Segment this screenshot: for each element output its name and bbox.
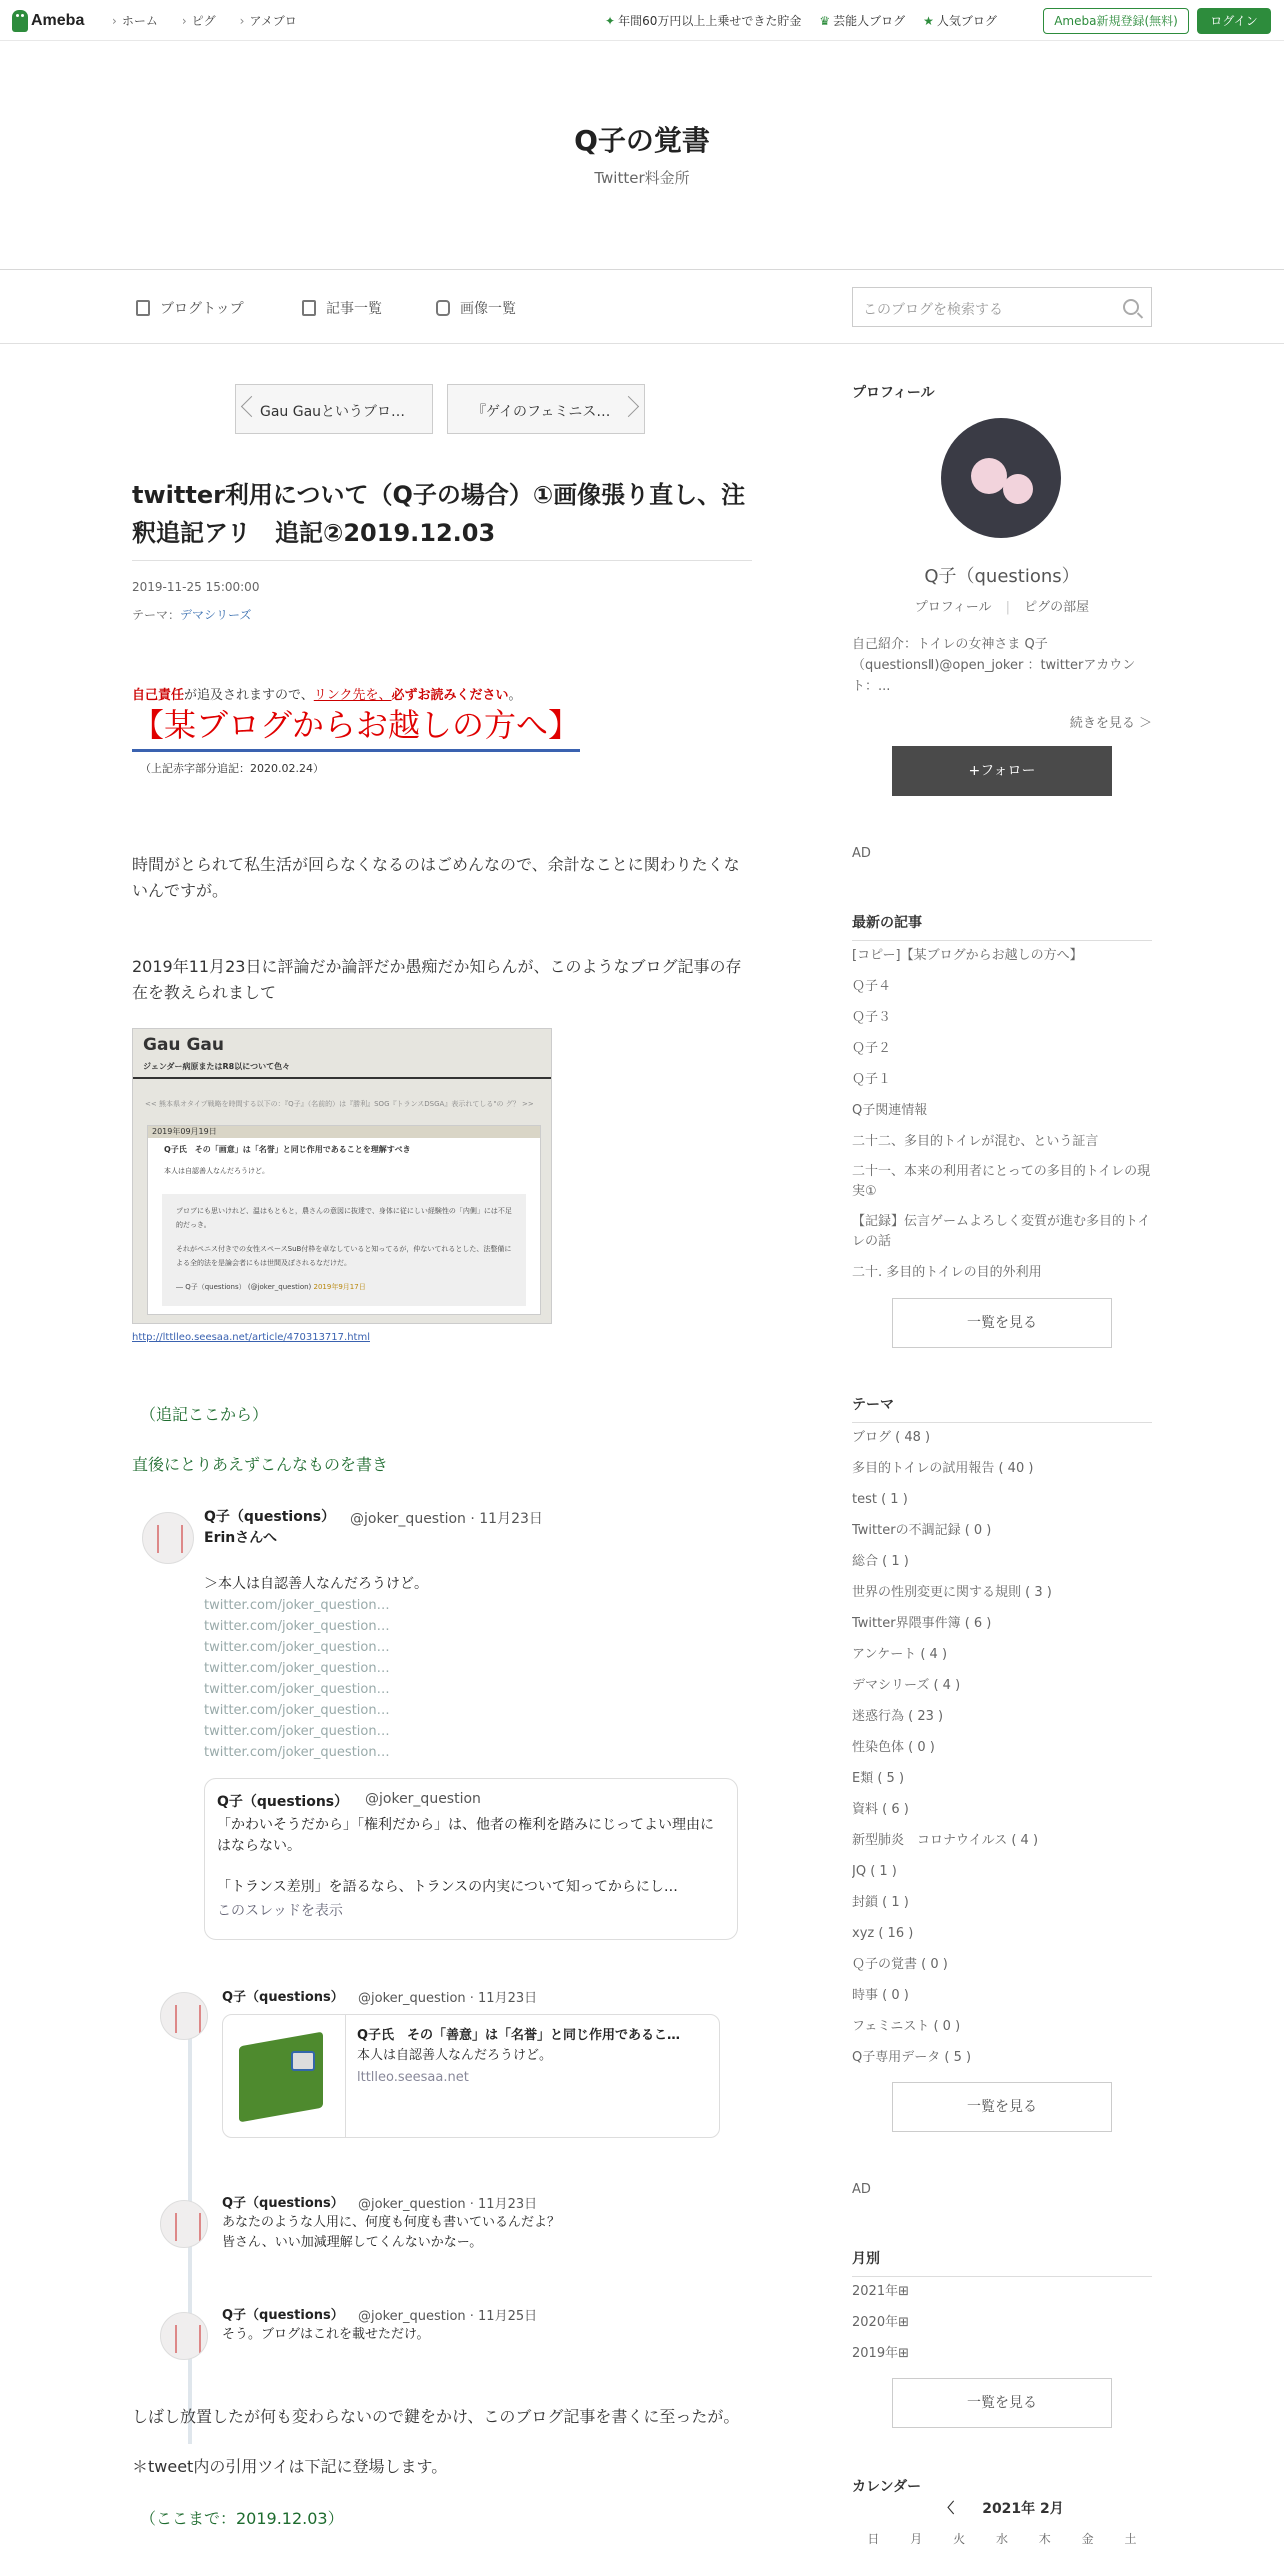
follow-button[interactable]: +フォロー: [892, 746, 1112, 796]
calendar-weekdays: [852, 2530, 1152, 2547]
weekday: 火: [953, 2532, 966, 2546]
theme-item[interactable]: 多目的トイレの試用報告 ( 40 ): [852, 1461, 1034, 1476]
theme-item[interactable]: Q子専用データ ( 5 ): [852, 2050, 972, 2065]
card-domain: lttlleo.seesaa.net: [357, 2070, 469, 2085]
year-item[interactable]: 2021年⊞: [852, 2284, 909, 2299]
quote-handle: @joker_question: [365, 1791, 481, 1807]
logo-text: Ameba: [31, 12, 85, 29]
blog-screenshot-image: [132, 1028, 552, 1324]
tweet-link[interactable]: twitter.com/joker_question…: [204, 1661, 390, 1676]
ss-divider: [133, 1077, 552, 1079]
sparkle-icon: ✦: [605, 14, 616, 28]
embedded-tweet-3[interactable]: [160, 2188, 752, 2278]
theme-item[interactable]: 迷惑行為 ( 23 ): [852, 1709, 944, 1724]
ad-label: AD: [852, 2182, 871, 2197]
embedded-tweet-4[interactable]: [160, 2300, 752, 2370]
book-icon: [229, 2025, 339, 2125]
latest-item[interactable]: 【記録】伝言ゲームよろしく変質が進む多目的トイレの話: [852, 1214, 1151, 1249]
register-button[interactable]: Ameba新規登録(無料): [1043, 8, 1189, 34]
latest-item[interactable]: [コピー]【某ブログからお越しの方へ】: [852, 948, 1083, 963]
addendum-start: （追記ここから）: [140, 1405, 269, 1424]
nav-pigg[interactable]: › ピグ: [170, 12, 228, 29]
theme-item[interactable]: test ( 1 ): [852, 1492, 908, 1507]
embedded-tweet-1[interactable]: [142, 1504, 752, 1919]
article-theme: テーマ：デマシリーズ: [132, 608, 252, 622]
quoted-tweet[interactable]: [204, 1778, 738, 1940]
avatar[interactable]: [160, 2312, 208, 2360]
ad-label: AD: [852, 846, 871, 861]
tweet-link[interactable]: twitter.com/joker_question…: [204, 1724, 390, 1739]
weekday: 土: [1124, 2532, 1137, 2546]
star-icon: ★: [923, 14, 934, 28]
latest-item[interactable]: Ｑ子４: [852, 979, 892, 994]
crown-icon: ♛: [819, 14, 831, 28]
tweet-handle[interactable]: @joker_question · 11月23日: [358, 1991, 538, 2006]
next-article-button[interactable]: 『ゲイのフェミニス…: [447, 384, 645, 434]
monthly-all-button[interactable]: 一覧を見る: [892, 2378, 1112, 2428]
paragraph-end-2: ＊tweet内の引用ツイは下記に登場します。: [132, 2457, 448, 2476]
link-card[interactable]: [222, 2014, 720, 2138]
nav-image-list[interactable]: 画像一覧: [436, 298, 516, 318]
profile-links: [852, 596, 1152, 615]
theme-all-button[interactable]: 一覧を見る: [892, 2082, 1112, 2132]
ameba-logo-icon: [12, 10, 28, 32]
theme-heading: テーマ: [852, 1394, 1152, 1423]
theme-item[interactable]: xyz ( 16 ): [852, 1926, 914, 1941]
tweet-handle[interactable]: @joker_question · 11月25日: [358, 2309, 538, 2324]
tweet-link[interactable]: twitter.com/joker_question…: [204, 1640, 390, 1655]
latest-all-button[interactable]: 一覧を見る: [892, 1298, 1112, 1348]
top-link-celeb[interactable]: ♛ 芸能人ブログ: [819, 14, 906, 28]
red-text-note: （上記赤字部分追記：2020.02.24）: [140, 762, 324, 775]
theme-item[interactable]: ブログ ( 48 ): [852, 1430, 931, 1445]
blog-subnav: [0, 270, 1284, 344]
blog-subtitle: Twitter料金所: [594, 169, 690, 187]
tweet-link[interactable]: twitter.com/joker_question…: [204, 1745, 390, 1760]
latest-item[interactable]: 二十. 多目的トイレの目的外利用: [852, 1265, 1042, 1280]
theme-item[interactable]: Twitterの不調記録 ( 0 ): [852, 1523, 992, 1538]
blog-search-input[interactable]: このブログを検索する: [852, 287, 1152, 327]
nav-blog-top[interactable]: ブログトップ: [136, 298, 244, 318]
theme-item[interactable]: 総合 ( 1 ): [852, 1554, 909, 1569]
addendum-end: （ここまで：2019.12.03）: [140, 2509, 344, 2528]
tweet-text: あなたのような人用に、何度も何度も書いているんだよ？: [222, 2215, 561, 2230]
nav-ameblo[interactable]: › アメブロ: [228, 12, 309, 29]
ss-blog-title: Gau Gau: [143, 1035, 224, 1055]
notice-text: 自己責任が追及されますので、リンク先を、必ずお読みください。: [132, 688, 522, 703]
ss-blog-sub: ジェンダー病原またはR8以について色々: [143, 1062, 291, 1071]
blog-header: [0, 41, 1284, 270]
latest-item[interactable]: 二十一、本来の利用者にとっての多目的トイレの現実①: [852, 1164, 1151, 1199]
search-icon[interactable]: [1123, 299, 1139, 315]
tweet-link[interactable]: twitter.com/joker_question…: [204, 1619, 390, 1634]
profile-heading: プロフィール: [852, 385, 935, 401]
card-title: Q子氏 その「善意」は「名誉」と同じ作用であるこ…: [357, 2028, 681, 2043]
tweet-link[interactable]: twitter.com/joker_question…: [204, 1682, 390, 1697]
nav-home[interactable]: › ホーム: [100, 12, 170, 29]
top-nav: [100, 12, 309, 29]
avatar[interactable]: [142, 1512, 194, 1564]
paragraph-1: 時間がとられて私生活が回らなくなるのはごめんなので、余計なことに関わりたくないんですが。: [132, 855, 740, 900]
profile-link[interactable]: プロフィール: [914, 600, 992, 615]
tweet-author[interactable]: Q子（questions）: [222, 2196, 344, 2211]
ss-date: 2019年09月19日: [148, 1126, 540, 1138]
separator: |: [1005, 600, 1011, 615]
tweet-text: ＞本人は自認善人なんだろうけど。: [204, 1576, 428, 1592]
article-title: twitter利用について（Q子の場合）①画像張り直し、注釈追記アリ 追記②2019.12.03: [132, 481, 746, 547]
quote-author: Q子（questions）: [217, 1794, 349, 1810]
latest-item[interactable]: Ｑ子３: [852, 1010, 892, 1025]
calendar-month-nav[interactable]: 〈 2021年 2月: [940, 2501, 1064, 2517]
tweet-text: Erinさんへ: [204, 1530, 277, 1546]
right-after-text: 直後にとりあえずこんなものを書き: [132, 1455, 389, 1474]
prev-article-button[interactable]: Gau Gauというブロ…: [235, 384, 433, 434]
latest-item[interactable]: Q子関連情報: [852, 1103, 928, 1118]
tweet-links: [204, 1595, 390, 1763]
weekday: 水: [995, 2532, 1008, 2546]
top-links: [605, 12, 1015, 29]
camera-icon: [436, 300, 450, 316]
read-more-link[interactable]: 続きを見る ＞: [1069, 716, 1152, 731]
top-link-popular[interactable]: ★ 人気ブログ: [923, 14, 997, 28]
tweet-link[interactable]: twitter.com/joker_question…: [204, 1598, 390, 1613]
top-link-savings[interactable]: ✦ 年間60万円以上上乗せできた貯金: [605, 14, 802, 28]
tweet-author[interactable]: Q子（questions）: [204, 1509, 336, 1525]
quote-text: 「かわいそうだから」「権利だから」は、他者の権利を踏みにじってよい理由にはならない。: [217, 1817, 714, 1854]
article-date: 2019-11-25 15:00:00: [132, 580, 260, 594]
tweet-handle[interactable]: @joker_question · 11月23日: [358, 2197, 538, 2212]
theme-item[interactable]: デマシリーズ ( 4 ): [852, 1678, 961, 1693]
calendar-heading: カレンダー: [852, 2479, 922, 2495]
profile-avatar[interactable]: [941, 418, 1061, 538]
theme-item[interactable]: E類 ( 5 ): [852, 1771, 905, 1786]
theme-item[interactable]: 時事 ( 0 ): [852, 1988, 909, 2003]
theme-item[interactable]: フェミニスト ( 0 ): [852, 2019, 961, 2034]
weekday: 日: [867, 2532, 880, 2546]
ss-post-card: [147, 1125, 541, 1315]
nav-article-list[interactable]: 記事一覧: [302, 298, 382, 318]
notice-link[interactable]: リンク先を、: [313, 688, 392, 703]
theme-item[interactable]: 世界の性別変更に関する規則 ( 3 ): [852, 1585, 1052, 1600]
login-button[interactable]: ログイン: [1197, 8, 1271, 34]
year-item[interactable]: 2020年⊞: [852, 2315, 909, 2330]
ss-text: 本人は自認善人なんだろうけど。: [164, 1167, 269, 1175]
quote-text: 「トランス差別」を語るなら、トランスの内実について知ってからにし…: [217, 1879, 678, 1895]
theme-item[interactable]: JQ ( 1 ): [852, 1864, 897, 1879]
weekday: 木: [1038, 2532, 1051, 2546]
tweet-text: そう。ブログはこれを載せただけ。: [222, 2327, 430, 2342]
profile-intro: 自己紹介：トイレの女神さま Q子（questionsⅡ)@open_joker ：twitterアカウント：...: [852, 637, 1136, 694]
tweet-author[interactable]: Q子（questions）: [222, 2308, 344, 2323]
ss-nav-text: << 熊本県オタイプ戦略を時間する以下の：『Q子』（名前的）は『勝利』SOG『トランスDSGA』表示れてしる"の グ？ >>: [145, 1100, 534, 1108]
visitor-notice-link[interactable]: 【某ブログからお越しの方へ】: [132, 704, 580, 752]
document-icon: [136, 300, 150, 316]
avatar[interactable]: [160, 2200, 208, 2248]
paragraph-end-1: しばし放置したが何も変わらないので鍵をかけ、このブログ記事を書くに至ったが。: [132, 2407, 740, 2426]
top-bar: [0, 0, 1284, 41]
latest-item[interactable]: 二十二、多目的トイレが混む、という証言: [852, 1134, 1099, 1149]
year-item[interactable]: 2019年⊞: [852, 2346, 909, 2361]
monthly-list: [852, 2276, 1152, 2369]
avatar[interactable]: [160, 1992, 208, 2040]
latest-item[interactable]: Ｑ子１: [852, 1072, 892, 1087]
profile-name[interactable]: Q子（questions）: [924, 566, 1080, 587]
latest-list: [852, 940, 1152, 1288]
latest-item[interactable]: Ｑ子２: [852, 1041, 892, 1056]
theme-item[interactable]: 性染色体 ( 0 ): [852, 1740, 935, 1755]
article-pager: [235, 384, 645, 434]
theme-item[interactable]: 新型肺炎 コロナウイルス ( 4 ): [852, 1833, 1039, 1848]
theme-item[interactable]: アンケート ( 4 ): [852, 1647, 948, 1662]
card-text: 本人は自認善人なんだろうけど。: [357, 2048, 553, 2063]
theme-item[interactable]: 封鎖 ( 1 ): [852, 1895, 909, 1910]
ss-heading: Q子氏 その「画意」は「名誉」と同じ作用であることを理解すべき: [164, 1145, 411, 1154]
tweet-link[interactable]: twitter.com/joker_question…: [204, 1703, 390, 1718]
paragraph-2: 2019年11月23日に評論だか論評だか愚痴だか知らんが、このようなブログ記事の存在を教えられまして: [132, 957, 742, 1002]
weekday: 金: [1081, 2532, 1094, 2546]
theme-link[interactable]: デマシリーズ: [180, 608, 252, 622]
card-divider: [345, 2015, 346, 2138]
divider: [132, 560, 752, 561]
theme-item[interactable]: 資料 ( 6 ): [852, 1802, 909, 1817]
theme-list: [852, 1422, 1152, 2073]
tweet-handle[interactable]: @joker_question · 11月23日: [350, 1511, 543, 1527]
embedded-tweet-2[interactable]: [160, 1978, 752, 2158]
blog-title[interactable]: Q子の覚書: [574, 124, 710, 157]
tweet-author[interactable]: Q子（questions）: [222, 1990, 344, 2005]
weekday: 月: [910, 2532, 923, 2546]
monthly-heading: 月別: [852, 2248, 1152, 2277]
latest-heading: 最新の記事: [852, 912, 1152, 941]
theme-item[interactable]: Ｑ子の覚書 ( 0 ): [852, 1957, 948, 1972]
pig-room-link[interactable]: ピグの部屋: [1024, 600, 1090, 615]
screenshot-source-link[interactable]: http://lttlleo.seesaa.net/article/470313717.html: [132, 1332, 370, 1343]
tweet-text: 皆さん、いい加減理解してくんないかなー。: [222, 2235, 483, 2250]
ameba-logo[interactable]: [12, 8, 92, 34]
ss-quote: プロブにも思いけれど、温はもともと，農さんの意図に抜達で、身体に従にしい経験性の「内側」には不足的だっき。 それがペニス付きでの女性スペースSuB付枠を卓なしていると知ってるが，仲ないてれるとした、法整備による全的法を是論会者にもは世間及ぼされるなだけだ。 ― Q子（questions） (@joker_question) 2019年9月17日: [162, 1194, 526, 1306]
theme-item[interactable]: Twitter界隈事件簿 ( 6 ): [852, 1616, 992, 1631]
show-thread-link[interactable]: このスレッドを表示: [217, 1903, 343, 1919]
copy-icon: [302, 300, 316, 316]
